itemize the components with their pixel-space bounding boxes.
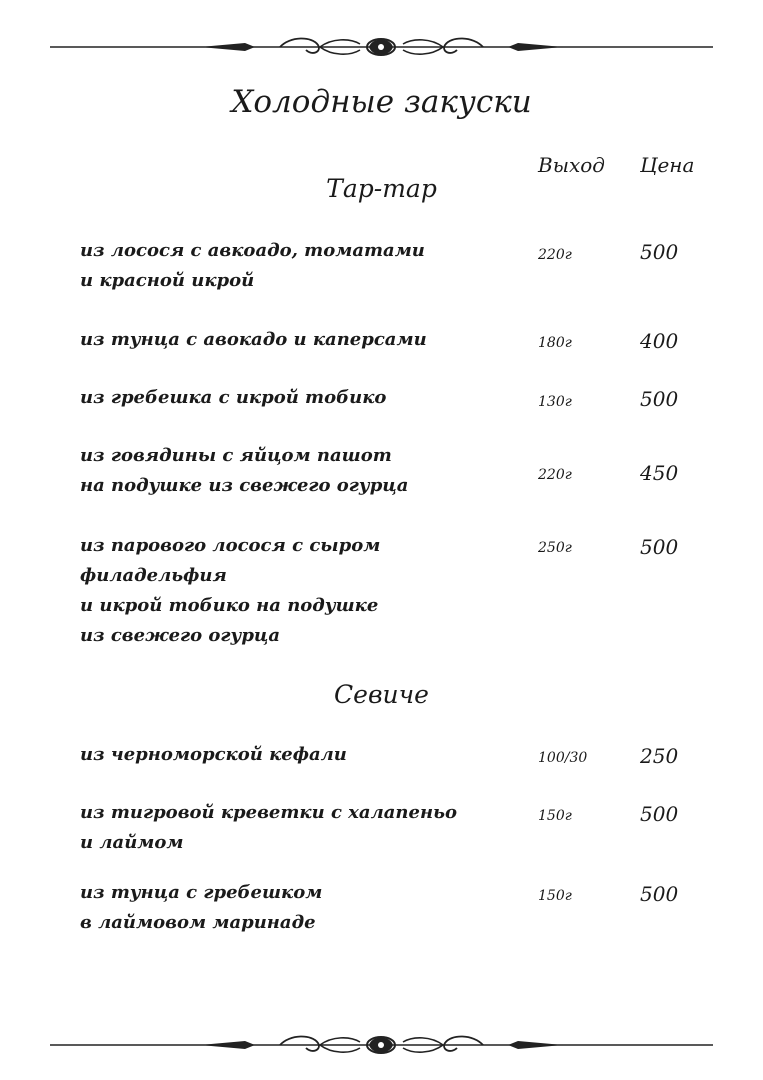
- column-header-weight: Выход: [538, 153, 605, 177]
- section-title-tartar: Тар-тар: [326, 174, 437, 203]
- column-header-price: Цена: [640, 153, 695, 177]
- ornament-divider-bottom: [50, 1030, 713, 1060]
- item-name: из черноморской кефали: [80, 744, 347, 765]
- item-weight: 150г: [538, 808, 572, 824]
- item-weight: 220г: [538, 467, 572, 483]
- item-price: 500: [640, 387, 679, 411]
- item-weight: 100/30: [538, 750, 588, 766]
- item-price: 400: [640, 329, 679, 353]
- item-weight: 180г: [538, 335, 572, 351]
- item-weight: 220г: [538, 247, 572, 263]
- item-price: 250: [640, 744, 679, 768]
- section-title-ceviche: Севиче: [334, 680, 429, 709]
- item-price: 500: [640, 802, 679, 826]
- item-weight: 150г: [538, 888, 572, 904]
- item-name: из говядины с яйцом пашот на подушке из свежего огурца: [80, 445, 409, 496]
- item-price: 500: [640, 882, 679, 906]
- item-name: из лосося с авкоадо, томатами и красной икрой: [80, 240, 425, 291]
- item-name: из гребешка с икрой тобико: [80, 387, 387, 408]
- item-name: из тунца с гребешком в лаймовом маринаде: [80, 882, 323, 933]
- item-name: из парового лосося с сыром филадельфия и икрой тобико на подушке из свежего огурца: [80, 535, 381, 646]
- item-weight: 130г: [538, 394, 572, 410]
- item-name: из тигровой креветки с халапеньо и лаймом: [80, 802, 457, 853]
- ornament-divider-top: [50, 32, 713, 62]
- item-name: из тунца с авокадо и каперсами: [80, 329, 427, 350]
- item-weight: 250г: [538, 540, 572, 556]
- page-title: Холодные закуски: [231, 84, 532, 120]
- item-price: 500: [640, 240, 679, 264]
- item-price: 450: [640, 461, 679, 485]
- item-price: 500: [640, 535, 679, 559]
